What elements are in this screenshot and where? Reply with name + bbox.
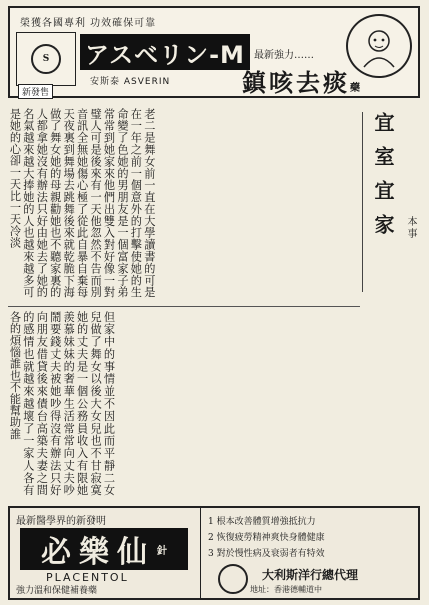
portrait-illustration-icon: [346, 14, 412, 78]
brand-logo: [16, 32, 76, 86]
placentol-info-block: [202, 508, 418, 598]
ad-headline: [242, 63, 360, 98]
title-divider: [362, 112, 363, 292]
placentol-brand-block: [10, 508, 201, 598]
ad-product-name: アスベリン-M: [80, 34, 250, 70]
new-release-tag: 新發售: [18, 84, 53, 99]
company-logo-icon: [218, 564, 248, 594]
ad-headline-suffix: 藥: [350, 83, 360, 94]
ad-bottom-top-line: 最新醫學界的新發明: [16, 516, 106, 527]
ad-bottom-foot: 強力溫和保健補養藥: [16, 586, 98, 596]
ad-bottom-address: 地址：香港德輔道中: [250, 585, 322, 594]
ad-tagline: 最新強力……: [254, 50, 314, 61]
article-top-section: [8, 108, 360, 298]
placentol-advertisement: [8, 506, 420, 600]
ad-headline-text: 鎮咳去痰: [242, 68, 350, 97]
ad-bottom-product-suffix: 針: [157, 545, 167, 557]
article-body: [8, 108, 360, 498]
article-subtitle: 本事: [405, 216, 416, 240]
ad-bottom-company: 大利斯洋行總代理: [262, 568, 359, 582]
ad-strap-text: 榮獲各國專利 功效確保可靠: [20, 18, 157, 28]
article-text-bottom: 但家中的事情並不因此而平靜二女兒做了舞女以後大女兒也不甘寂寞她的丈夫是一個公務員收入有限她羨慕妹妹的奢華生活常常向丈夫吵鬧要錢丈夫被她吵得沒有辦法只好向朋友借貸後來債台高築夫妻之間的感情也就越來越壞了一家人各有各的煩惱誰也不能幫助誰: [8, 311, 116, 496]
ad-product-sub: [90, 74, 170, 87]
brand-mark-icon: S: [31, 44, 61, 74]
article-title: 宜室宜家: [371, 112, 395, 248]
ad-bullet-1: 1 根本改善體質增強抵抗力: [208, 517, 316, 527]
asverin-advertisement: [8, 6, 420, 98]
article-bottom-section: [8, 306, 360, 496]
ad-product-latin: ASVERIN: [123, 77, 171, 87]
ad-company-name: 安斯泰: [90, 77, 121, 87]
ad-bottom-product: [20, 528, 188, 570]
article-title-column: [362, 112, 420, 292]
ad-bullet-2: 2 恢復疲勞精神爽快身體健康: [208, 533, 325, 543]
ad-bottom-product-name: 必樂仙: [41, 535, 155, 570]
ad-bullet-3: 3 對於慢性病及衰弱者有特效: [208, 549, 325, 559]
ad-bottom-product-latin: PLACENTOL: [46, 571, 129, 584]
article-text-top: 老二是舞女前一直在大學讀書的可是在一年之前一個意外的打擊使她的生命變了色她的男朋友是一個富家子弟常常到她家來他們出雙入對好像一對璧人可是後來有一天他忽然不告而別音訊全無她傷心極了從此自暴自棄每天夜裏到舞場去跳舞後來就乾脆下海做了舞女她的母親勸她也不聽家裏的人都拿她沒有辦法只好由她去了她的名氣越來越大捧她的人也越來越多可是她的心卻一天比一天冷淡: [8, 108, 156, 298]
